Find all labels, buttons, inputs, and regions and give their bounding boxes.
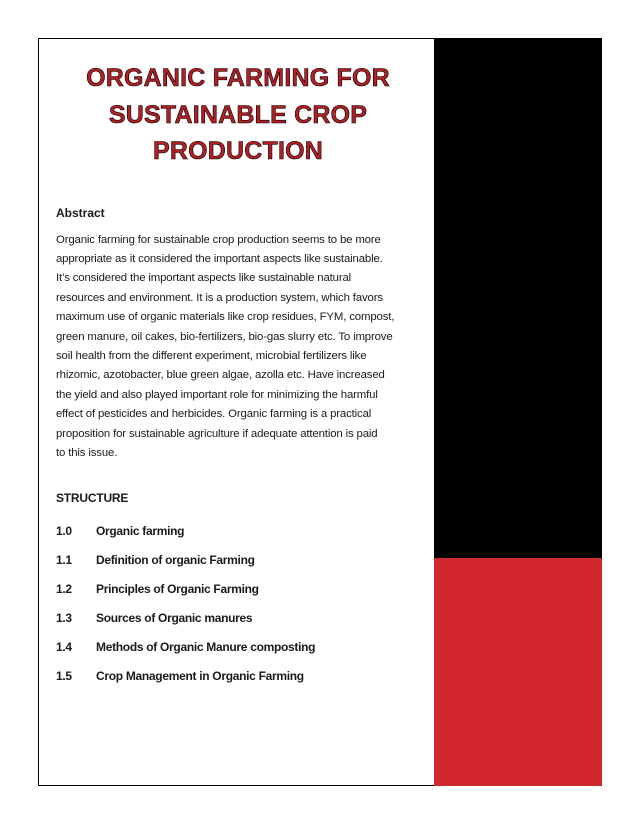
structure-item-label: Sources of Organic manures: [96, 611, 253, 626]
document-title: [56, 60, 420, 170]
structure-list: [56, 523, 420, 697]
structure-item-number: 1.1: [56, 553, 72, 568]
title-line: PRODUCTION: [152, 137, 324, 165]
structure-item-label: Crop Management in Organic Farming: [96, 669, 304, 684]
abstract-line: the yield and also played important role for minimizing the harmful: [56, 388, 378, 401]
structure-item-number: 1.3: [56, 611, 72, 626]
title-line: ORGANIC FARMING FOR: [86, 64, 390, 92]
decorative-red-band: [434, 558, 602, 786]
structure-item: [56, 639, 420, 668]
abstract-line: green manure, oil cakes, bio-fertilizers, bio-gas slurry etc. To improve: [56, 330, 393, 343]
structure-item-number: 1.2: [56, 582, 72, 597]
structure-item-label: Principles of Organic Farming: [96, 582, 259, 597]
abstract-line: It’s considered the important aspects like sustainable natural: [56, 272, 352, 285]
document-content: [56, 56, 420, 713]
abstract-line: soil health from the different experiment, microbial fertilizers like: [56, 349, 367, 362]
structure-item: [56, 552, 420, 581]
abstract-line: proposition for sustainable agriculture if adequate attention is paid: [56, 427, 378, 440]
structure-item-number: 1.0: [56, 524, 72, 539]
abstract-line: rhizomic, azotobacter, blue green algae, azolla etc. Have increased: [56, 369, 385, 382]
structure-heading: STRUCTURE: [56, 491, 129, 506]
abstract-line: resources and environment. It is a production system, which favors: [56, 291, 383, 304]
structure-item-number: 1.5: [56, 669, 72, 684]
abstract-line: maximum use of organic materials like crop residues, FYM, compost,: [56, 311, 395, 324]
abstract-body: [56, 231, 420, 464]
structure-item: [56, 581, 420, 610]
abstract-heading: Abstract: [56, 205, 105, 220]
abstract-line: effect of pesticides and herbicides. Organic farming is a practical: [56, 408, 372, 421]
abstract-line: appropriate as it considered the important aspects like sustainable.: [56, 252, 383, 265]
structure-item-label: Definition of organic Farming: [96, 553, 255, 568]
structure-item-number: 1.4: [56, 640, 72, 655]
structure-item-label: Methods of Organic Manure composting: [96, 640, 316, 655]
abstract-line: to this issue.: [56, 446, 118, 459]
structure-item: [56, 523, 420, 552]
decorative-black-band: [434, 38, 602, 558]
title-line: SUSTAINABLE CROP: [108, 100, 368, 129]
structure-item-label: Organic farming: [96, 524, 185, 539]
structure-item: [56, 610, 420, 639]
abstract-line: Organic farming for sustainable crop production seems to be more: [56, 233, 381, 246]
structure-item: [56, 668, 420, 697]
